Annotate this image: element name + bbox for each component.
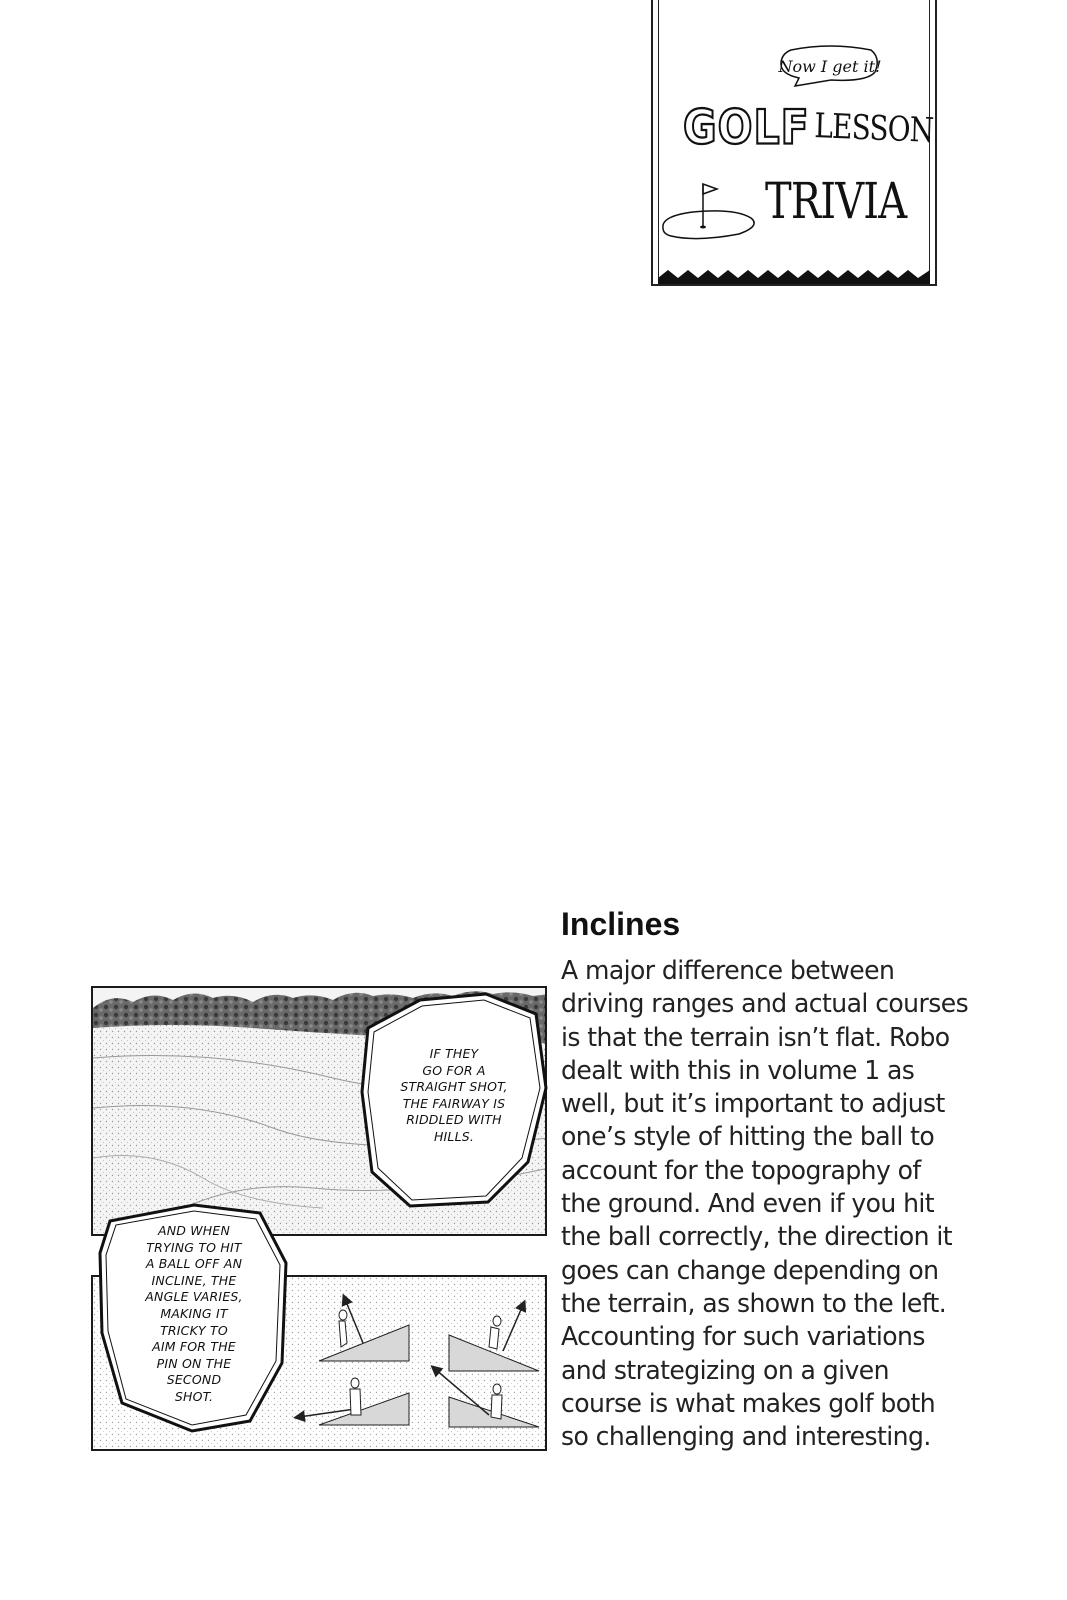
balloon-line: PIN ON THE — [156, 1355, 232, 1371]
balloon-line: STRAIGHT SHOT, — [400, 1079, 508, 1095]
article-heading: Inclines — [561, 906, 681, 942]
balloon-line: RIDDLED WITH — [406, 1112, 502, 1128]
article-line: and strategizing on a given — [561, 1355, 889, 1386]
speech-balloon-incline — [96, 1203, 292, 1433]
speech-bubble — [777, 44, 883, 88]
balloon-line: SECOND — [166, 1372, 222, 1388]
golf-flag-icon — [657, 176, 767, 246]
balloon-line: THE FAIRWAY IS — [402, 1095, 506, 1111]
balloon-line: TRYING TO HIT — [146, 1239, 242, 1255]
article-line: well, but it’s important to adjust — [561, 1089, 945, 1120]
balloon-line: TRICKY TO — [160, 1322, 228, 1338]
zigzag-border-icon — [653, 268, 935, 284]
article-line: the ground. And even if you hit — [561, 1189, 935, 1220]
balloon-line: INCLINE, THE — [151, 1272, 237, 1288]
article-body — [561, 955, 993, 1454]
article-line: account for the topography of — [561, 1155, 921, 1186]
balloon-text-incline — [118, 1223, 270, 1406]
balloon-line: IF THEY — [429, 1046, 479, 1061]
balloon-line: HILLS. — [433, 1128, 475, 1144]
article-line: driving ranges and actual courses — [561, 989, 969, 1020]
lesson-title: LESSON — [813, 106, 934, 152]
balloon-line: SHOT. — [174, 1388, 214, 1404]
balloon-line: MAKING IT — [160, 1305, 228, 1321]
balloon-line: AND WHEN — [157, 1223, 231, 1238]
article-line: Accounting for such variations — [561, 1322, 925, 1353]
golf-title: GOLF — [683, 100, 810, 156]
article-line: one’s style of hitting the ball to — [561, 1122, 935, 1153]
speech-bubble-text: Now I get it! — [778, 56, 882, 76]
article-line: dealt with this in volume 1 as — [561, 1055, 915, 1086]
article-line: the ball correctly, the direction it — [561, 1222, 953, 1253]
speech-balloon-fairway — [358, 992, 550, 1210]
article-line: goes can change depending on — [561, 1255, 939, 1286]
article-line: is that the terrain isn’t flat. Robo — [561, 1022, 950, 1053]
balloon-line: A BALL OFF AN — [145, 1256, 243, 1272]
balloon-line: AIM FOR THE — [152, 1339, 236, 1355]
balloon-text-fairway — [376, 1046, 532, 1146]
balloon-line: ANGLE VARIES, — [145, 1289, 243, 1305]
article-line: course is what makes golf both — [561, 1388, 936, 1419]
balloon-line: GO FOR A — [422, 1062, 486, 1078]
article-line: the terrain, as shown to the left. — [561, 1288, 947, 1319]
trivia-box — [651, 0, 937, 286]
trivia-title: TRIVIA — [765, 172, 907, 230]
article-line: A major difference between — [561, 956, 895, 986]
article-line: so challenging and interesting. — [561, 1422, 931, 1453]
